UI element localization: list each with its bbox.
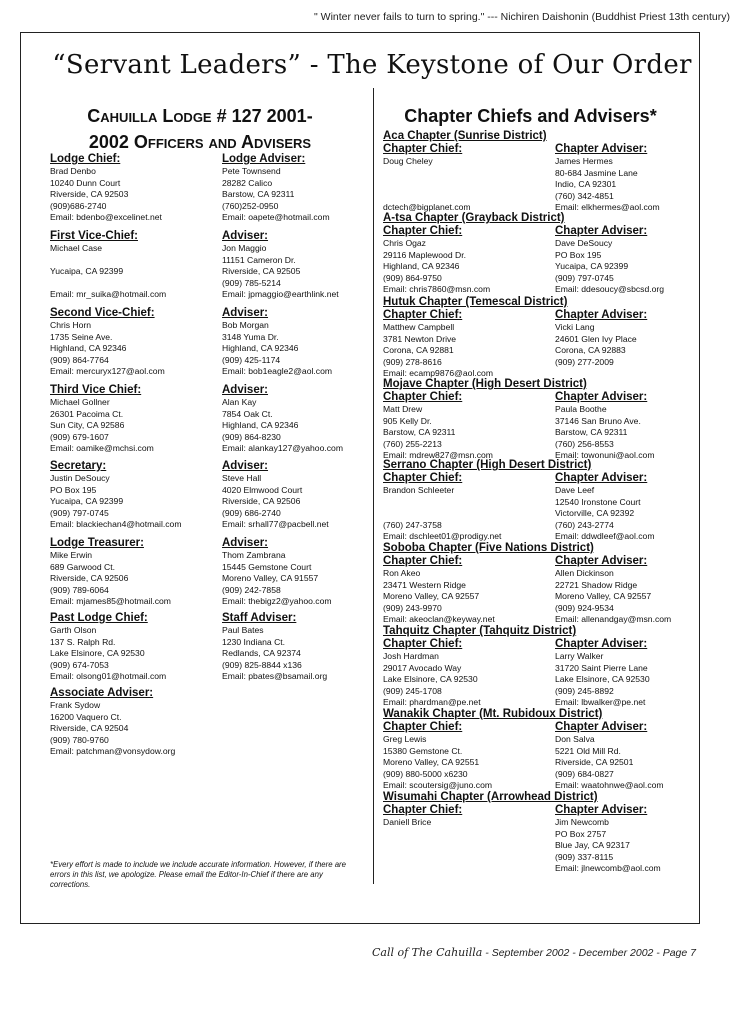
- contact-line: PO Box 195: [555, 249, 602, 260]
- chapter-adviser-block: [555, 472, 654, 543]
- contact-heading: Chapter Chief:: [383, 225, 463, 237]
- contact-heading: Chapter Chief:: [383, 721, 463, 733]
- officer-block: [50, 230, 166, 301]
- contact-line: (909) 686-2740: [222, 507, 281, 518]
- contact-line: 23471 Western Ridge: [383, 579, 466, 590]
- contact-line: [50, 255, 166, 267]
- contact-heading: Chapter Chief:: [383, 555, 463, 567]
- contact-line: Matt Drew: [383, 404, 423, 414]
- contact-line: Lake Elsinore, CA 92530: [50, 648, 145, 658]
- contact-email: Email: blackiechan4@hotmail.com: [50, 519, 182, 529]
- chapter-chief-block: [383, 225, 490, 296]
- officer-block: [50, 537, 171, 608]
- chapter-adviser-block: [555, 555, 671, 626]
- contact-line: Moreno Valley, CA 91557: [222, 573, 319, 583]
- contact-email: Email: allenandgay@msn.com: [555, 614, 672, 624]
- contact-line: Highland, CA 92346: [222, 420, 299, 430]
- contact-line: Pete Townsend: [222, 166, 281, 176]
- contact-heading: Chapter Chief:: [383, 804, 463, 816]
- contact-line: (909) 789-6064: [50, 584, 109, 595]
- contact-line: (760) 256-8553: [555, 438, 614, 449]
- contact-line: 4020 Elmwood Court: [222, 484, 303, 495]
- chapter-chief-block: [383, 143, 471, 214]
- contact-heading: Past Lodge Chief:: [50, 612, 148, 624]
- contact-line: 26301 Pacoima Ct.: [50, 408, 124, 419]
- officer-block: [50, 460, 181, 531]
- chapter-chief-block: [383, 309, 493, 380]
- chapter-chief-block: [383, 555, 495, 626]
- header-quote: " Winter never fails to turn to spring." --- Nichiren Daishonin (Buddhist Priest 13th century): [314, 11, 730, 23]
- contact-line: 1735 Seine Ave.: [50, 331, 113, 342]
- contact-heading: Lodge Treasurer:: [50, 537, 144, 549]
- chapter-chief-block: [383, 391, 493, 462]
- contact-email: Email: lbwalker@pe.net: [555, 697, 646, 707]
- contact-line: (909) 684-0827: [555, 768, 614, 779]
- chapter-adviser-block: [555, 225, 664, 296]
- contact-line: Yucaipa, CA 92399: [50, 496, 124, 506]
- contact-line: 15380 Gemstone Ct.: [383, 745, 463, 756]
- contact-line: [50, 278, 166, 290]
- chapter-chief-block: [383, 472, 501, 543]
- contact-line: (909) 242-7858: [222, 584, 281, 595]
- contact-line: Bob Morgan: [222, 320, 269, 330]
- contact-line: Paula Boothe: [555, 404, 607, 414]
- contact-heading: Chapter Adviser:: [555, 391, 648, 403]
- contact-line: Garth Olson: [50, 625, 97, 635]
- contact-line: 29017 Avocado Way: [383, 662, 462, 673]
- contact-heading: Adviser:: [222, 230, 269, 242]
- contact-line: Greg Lewis: [383, 734, 427, 744]
- chapter-name: Soboba Chapter (Five Nations District): [383, 542, 594, 554]
- contact-line: Victorville, CA 92392: [555, 508, 635, 518]
- officer-block: [50, 384, 154, 455]
- contact-email: Email: phardman@pe.net: [383, 697, 481, 707]
- chapter-name: Hutuk Chapter (Temescal District): [383, 296, 568, 308]
- contact-line: Lake Elsinore, CA 92530: [383, 674, 478, 684]
- contact-heading: Chapter Adviser:: [555, 721, 648, 733]
- lodge-officers-title: [40, 103, 360, 155]
- contact-line: Brad Denbo: [50, 166, 96, 176]
- contact-email: Email: olsong01@hotmail.com: [50, 671, 167, 681]
- contact-line: Larry Walker: [555, 651, 604, 661]
- contact-line: (909) 825-8844 x136: [222, 659, 302, 670]
- contact-email: Email: oapete@hotmail.com: [222, 212, 330, 222]
- contact-email: Email: thebigz2@yahoo.com: [222, 596, 332, 606]
- contact-heading: Chapter Adviser:: [555, 143, 648, 155]
- contact-line: Brandon Schleeter: [383, 485, 455, 495]
- contact-line: Corona, CA 92881: [383, 345, 454, 355]
- contact-line: [383, 497, 501, 509]
- contact-line: Michael Case: [50, 243, 103, 253]
- contact-heading: Chapter Chief:: [383, 309, 463, 321]
- adviser-block: [222, 537, 332, 608]
- adviser-block: [222, 384, 343, 455]
- contact-line: 10240 Dunn Court: [50, 177, 121, 188]
- contact-line: (909) 880-5000 x6230: [383, 768, 468, 779]
- contact-heading: Chapter Chief:: [383, 638, 463, 650]
- lodge-officers-title-line1: Cahuilla Lodge # 127 2001-: [87, 106, 313, 126]
- contact-line: Doug Cheley: [383, 156, 433, 166]
- adviser-block: [222, 612, 327, 683]
- contact-line: Paul Bates: [222, 625, 264, 635]
- contact-line: 15445 Gemstone Court: [222, 561, 312, 572]
- contact-line: 16200 Vaquero Ct.: [50, 711, 122, 722]
- officer-block: [50, 612, 166, 683]
- contact-heading: Chapter Adviser:: [555, 472, 648, 484]
- contact-heading: Secretary:: [50, 460, 107, 472]
- contact-email: Email: waatohnwe@aol.com: [555, 780, 664, 790]
- contact-line: (760) 255-2213: [383, 438, 442, 449]
- contact-heading: First Vice-Chief:: [50, 230, 138, 242]
- contact-line: Corona, CA 92883: [555, 345, 626, 355]
- contact-line: 37146 San Bruno Ave.: [555, 415, 641, 426]
- contact-email: Email: ecamp9876@aol.com: [383, 368, 493, 378]
- contact-line: (909) 243-9970: [383, 602, 442, 613]
- contact-line: Blue Jay, CA 92317: [555, 840, 630, 850]
- contact-line: Riverside, CA 92501: [555, 757, 634, 767]
- contact-line: Steve Hall: [222, 473, 262, 483]
- contact-heading: Lodge Adviser:: [222, 153, 306, 165]
- contact-line: Barstow, CA 92311: [555, 427, 628, 437]
- contact-heading: Chapter Adviser:: [555, 309, 648, 321]
- contact-line: Frank Sydow: [50, 700, 101, 710]
- contact-line: (909) 864-8230: [222, 431, 281, 442]
- contact-line: Moreno Valley, CA 92557: [383, 591, 480, 601]
- contact-heading: Chapter Adviser:: [555, 555, 648, 567]
- contact-line: Vicki Lang: [555, 322, 595, 332]
- contact-line: 29116 Maplewood Dr.: [383, 249, 466, 260]
- contact-line: Barstow, CA 92311: [222, 189, 295, 199]
- contact-line: 3148 Yuma Dr.: [222, 331, 279, 342]
- contact-line: (909)686-2740: [50, 200, 107, 211]
- contact-line: (909) 797-0745: [555, 272, 614, 283]
- chapter-name: Aca Chapter (Sunrise District): [383, 130, 547, 142]
- contact-line: 12540 Ironstone Court: [555, 496, 641, 507]
- contact-line: 80-684 Jasmine Lane: [555, 167, 638, 178]
- contact-email: Email: scoutersig@juno.com: [383, 780, 493, 790]
- contact-line: [383, 191, 471, 203]
- contact-email: Email: ddesoucy@sbcsd.org: [555, 284, 665, 294]
- contact-email: Email: oamike@mchsi.com: [50, 443, 154, 453]
- chapter-name: A-tsa Chapter (Grayback District): [383, 212, 565, 224]
- contact-heading: Chapter Adviser:: [555, 225, 648, 237]
- chapter-adviser-block: [555, 309, 647, 368]
- contact-line: Mike Erwin: [50, 550, 93, 560]
- chapter-adviser-block: [555, 804, 661, 875]
- contact-email: Email: patchman@vonsydow.org: [50, 746, 176, 756]
- contact-line: (909) 337-8115: [555, 851, 614, 862]
- adviser-block: [222, 307, 332, 378]
- contact-email: dctech@bigplanet.com: [383, 202, 471, 212]
- contact-line: Highland, CA 92346: [222, 343, 299, 353]
- contact-line: Dave Leef: [555, 485, 595, 495]
- contact-email: Email: dschleet01@prodigy.net: [383, 531, 502, 541]
- contact-line: (760) 243-2774: [555, 519, 614, 530]
- contact-line: Sun City, CA 92586: [50, 420, 125, 430]
- adviser-block: [222, 153, 330, 224]
- contact-line: (909) 425-1174: [222, 354, 281, 365]
- contact-line: 905 Kelly Dr.: [383, 415, 432, 426]
- contact-line: Riverside, CA 92505: [222, 266, 301, 276]
- contact-line: James Hermes: [555, 156, 613, 166]
- contact-line: Matthew Campbell: [383, 322, 455, 332]
- contact-line: (909) 797-0745: [50, 507, 109, 518]
- chapter-name: Wanakik Chapter (Mt. Rubidoux District): [383, 708, 603, 720]
- contact-heading: Adviser:: [222, 460, 269, 472]
- contact-line: Justin DeSoucy: [50, 473, 110, 483]
- contact-line: 689 Garwood Ct.: [50, 561, 115, 572]
- contact-line: 22721 Shadow Ridge: [555, 579, 638, 590]
- contact-line: Yucaipa, CA 92399: [50, 266, 124, 276]
- contact-email: Email: bdenbo@excelinet.net: [50, 212, 162, 222]
- contact-heading: Staff Adviser:: [222, 612, 297, 624]
- contact-email: Email: ddwdleef@aol.com: [555, 531, 655, 541]
- contact-line: (909) 780-9760: [50, 734, 109, 745]
- contact-line: (909) 679-1607: [50, 431, 109, 442]
- adviser-block: [222, 230, 339, 301]
- contact-line: Daniell Brice: [383, 817, 432, 827]
- contact-line: 31720 Saint Pierre Lane: [555, 662, 648, 673]
- contact-line: Lake Elsinore, CA 92530: [555, 674, 650, 684]
- chapter-adviser-block: [555, 721, 664, 792]
- contact-line: [383, 508, 501, 520]
- contact-line: Barstow, CA 92311: [383, 427, 456, 437]
- contact-line: [383, 168, 471, 180]
- contact-heading: Adviser:: [222, 384, 269, 396]
- contact-line: (909) 864-7764: [50, 354, 109, 365]
- column-divider: [373, 88, 374, 884]
- contact-line: (909) 277-2009: [555, 356, 614, 367]
- contact-line: (760) 342-4851: [555, 190, 614, 201]
- contact-line: (909) 674-7053: [50, 659, 109, 670]
- chapter-name: Wisumahi Chapter (Arrowhead District): [383, 791, 598, 803]
- chapter-name: Mojave Chapter (High Desert District): [383, 378, 587, 390]
- publication-name: Call of The Cahuilla: [371, 946, 483, 959]
- chapter-name: Serrano Chapter (High Desert District): [383, 459, 592, 471]
- contact-line: PO Box 2757: [555, 828, 607, 839]
- chapter-chiefs-title: Chapter Chiefs and Advisers*: [404, 106, 657, 126]
- footnote: *Every effort is made to include we include accurate information. However, if there are errors in this list, we apologize. Please email the Editor-In-Chief if there are any corrections.: [50, 860, 346, 889]
- contact-line: PO Box 195: [50, 484, 97, 495]
- contact-heading: Third Vice Chief:: [50, 384, 142, 396]
- contact-email: Email: alankay127@yahoo.com: [222, 443, 343, 453]
- officer-block: [50, 153, 162, 224]
- contact-line: 137 S. Ralph Rd.: [50, 636, 116, 647]
- contact-email: Email: jpmaggio@earthlink.net: [222, 289, 339, 299]
- contact-line: Indio, CA 92301: [555, 179, 617, 189]
- contact-heading: Chapter Adviser:: [555, 638, 648, 650]
- contact-email: Email: chris7860@msn.com: [383, 284, 491, 294]
- contact-line: Chris Horn: [50, 320, 92, 330]
- contact-heading: Associate Adviser:: [50, 687, 154, 699]
- contact-email: Email: jlnewcomb@aol.com: [555, 863, 661, 873]
- contact-line: (909) 278-8616: [383, 356, 442, 367]
- contact-line: (909) 924-9534: [555, 602, 614, 613]
- contact-email: Email: bob1eagle2@aol.com: [222, 366, 333, 376]
- contact-line: Moreno Valley, CA 92551: [383, 757, 480, 767]
- chapter-adviser-block: [555, 391, 654, 462]
- contact-heading: Chapter Adviser:: [555, 804, 648, 816]
- contact-line: Moreno Valley, CA 92557: [555, 591, 652, 601]
- issue-info: - September 2002 - December 2002 - Page 7: [482, 947, 696, 959]
- contact-email: Email: towonuni@aol.com: [555, 450, 655, 460]
- contact-line: Yucaipa, CA 92399: [555, 261, 629, 271]
- contact-line: 5221 Old Mill Rd.: [555, 745, 621, 756]
- contact-line: Riverside, CA 92503: [50, 189, 129, 199]
- contact-line: Jon Maggio: [222, 243, 267, 253]
- contact-line: 11151 Cameron Dr.: [222, 254, 296, 265]
- chapter-name: Tahquitz Chapter (Tahquitz District): [383, 625, 577, 637]
- main-title: “Servant Leaders” - The Keystone of Our Order: [52, 50, 692, 80]
- lodge-officers-title-line2: 2002 Officers and Advisers: [88, 132, 312, 152]
- contact-line: Jim Newcomb: [555, 817, 609, 827]
- contact-line: Thom Zambrana: [222, 550, 286, 560]
- contact-email: Email: mdrew827@msn.com: [383, 450, 493, 460]
- contact-line: (909) 785-5214: [222, 277, 281, 288]
- officer-block: [50, 307, 165, 378]
- contact-line: 28282 Calico: [222, 177, 273, 188]
- contact-line: Dave DeSoucy: [555, 238, 613, 248]
- contact-email: Email: pbates@bsamail.org: [222, 671, 328, 681]
- contact-line: Allen Dickinson: [555, 568, 614, 578]
- contact-email: Email: mercuryx127@aol.com: [50, 366, 165, 376]
- contact-line: Don Salva: [555, 734, 595, 744]
- contact-line: (909) 245-8892: [555, 685, 614, 696]
- adviser-block: [222, 460, 329, 531]
- chapter-chief-block: [383, 721, 492, 792]
- contact-line: 24601 Glen Ivy Place: [555, 333, 637, 344]
- chapter-chief-block: [383, 638, 481, 709]
- contact-heading: Chapter Chief:: [383, 143, 463, 155]
- contact-line: Josh Hardman: [383, 651, 439, 661]
- contact-heading: Chapter Chief:: [383, 472, 463, 484]
- contact-email: Email: mr_suika@hotmail.com: [50, 289, 167, 299]
- contact-line: Riverside, CA 92506: [50, 573, 129, 583]
- contact-heading: Adviser:: [222, 307, 269, 319]
- chapter-chief-block: [383, 804, 462, 829]
- contact-email: Email: akeoclan@keyway.net: [383, 614, 495, 624]
- contact-line: Chris Ogaz: [383, 238, 426, 248]
- contact-email: Email: elkhermes@aol.com: [555, 202, 660, 212]
- contact-heading: Chapter Chief:: [383, 391, 463, 403]
- contact-email: Email: mjames85@hotmail.com: [50, 596, 171, 606]
- page-footer: [372, 946, 696, 959]
- officer-block: [50, 687, 175, 758]
- chapter-adviser-block: [555, 143, 660, 214]
- contact-line: Highland, CA 92346: [383, 261, 460, 271]
- contact-line: 1230 Indiana Ct.: [222, 636, 286, 647]
- contact-line: Redlands, CA 92374: [222, 648, 301, 658]
- contact-heading: Second Vice-Chief:: [50, 307, 155, 319]
- contact-line: (760)252-0950: [222, 200, 279, 211]
- contact-line: 7854 Oak Ct.: [222, 408, 273, 419]
- contact-line: (909) 245-1708: [383, 685, 442, 696]
- chapter-adviser-block: [555, 638, 650, 709]
- contact-line: [383, 179, 471, 191]
- contact-line: Alan Kay: [222, 397, 257, 407]
- contact-line: (909) 864-9750: [383, 272, 442, 283]
- contact-heading: Adviser:: [222, 537, 269, 549]
- contact-line: 3781 Newton Drive: [383, 333, 457, 344]
- contact-line: Michael Gollner: [50, 397, 110, 407]
- contact-email: Email: srhall77@pacbell.net: [222, 519, 329, 529]
- contact-line: Highland, CA 92346: [50, 343, 127, 353]
- contact-line: Riverside, CA 92506: [222, 496, 301, 506]
- contact-line: Ron Akeo: [383, 568, 421, 578]
- contact-line: (760) 247-3758: [383, 519, 442, 530]
- contact-heading: Lodge Chief:: [50, 153, 121, 165]
- contact-line: Riverside, CA 92504: [50, 723, 129, 733]
